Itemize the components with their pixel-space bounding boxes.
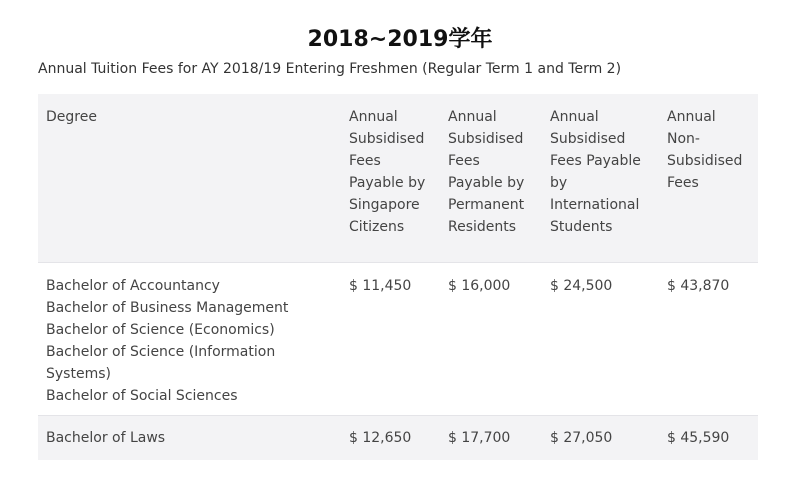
table-caption: Annual Tuition Fees for AY 2018/19 Entering Freshmen (Regular Term 1 and Term 2) (38, 61, 622, 77)
degree-name: Systems) (46, 366, 111, 382)
header-permanent-residents (448, 106, 540, 238)
degree-name: Bachelor of Science (Information (46, 344, 276, 360)
header-text-line: Non- (667, 131, 700, 147)
header-text-line: Annual (349, 109, 398, 125)
header-text-line: Annual (667, 109, 716, 125)
page-title: 2018~2019学年 (307, 27, 493, 52)
fee-permanent-residents: $ 17,700 (448, 430, 511, 446)
header-text-line: Citizens (349, 219, 405, 235)
header-text-line: Annual (448, 109, 497, 125)
header-text-line: Residents (448, 219, 517, 235)
degree-cell (46, 427, 336, 449)
header-text-line: by (550, 175, 568, 191)
header-text-line: Annual (550, 109, 599, 125)
degree-name: Bachelor of Social Sciences (46, 388, 238, 404)
header-text-line: Subsidised (667, 153, 743, 169)
table-header-row (38, 94, 758, 262)
fee-non-subsidised: $ 45,590 (667, 430, 730, 446)
header-international-students (550, 106, 654, 238)
table-row (38, 262, 758, 415)
header-non-subsidised (667, 106, 757, 194)
header-text-line: Subsidised (550, 131, 626, 147)
header-text-line: International (550, 197, 640, 213)
fee-singapore-citizens: $ 12,650 (349, 430, 412, 446)
degree-name: Bachelor of Business Management (46, 300, 289, 316)
fee-permanent-residents: $ 16,000 (448, 278, 511, 294)
degree-name: Bachelor of Accountancy (46, 278, 220, 294)
header-text-line: Fees (667, 175, 699, 191)
fee-international-students: $ 27,050 (550, 430, 613, 446)
fee-singapore-citizens: $ 11,450 (349, 278, 412, 294)
degree-name: Bachelor of Science (Economics) (46, 322, 275, 338)
header-text-line: Students (550, 219, 613, 235)
header-text-line: Payable by (448, 175, 525, 191)
header-text-line: Degree (46, 109, 97, 125)
degree-name: Bachelor of Laws (46, 430, 166, 446)
header-text-line: Singapore (349, 197, 420, 213)
header-text-line: Subsidised (448, 131, 524, 147)
header-text-line: Fees (349, 153, 381, 169)
fee-non-subsidised: $ 43,870 (667, 278, 730, 294)
header-singapore-citizens (349, 106, 439, 238)
header-text-line: Fees Payable (550, 153, 641, 169)
header-text-line: Fees (448, 153, 480, 169)
fee-international-students: $ 24,500 (550, 278, 613, 294)
header-degree (46, 106, 336, 128)
header-text-line: Subsidised (349, 131, 425, 147)
degree-cell (46, 275, 336, 407)
table-row (38, 415, 758, 460)
header-text-line: Payable by (349, 175, 426, 191)
tuition-fees-table (38, 94, 758, 460)
header-text-line: Permanent (448, 197, 525, 213)
